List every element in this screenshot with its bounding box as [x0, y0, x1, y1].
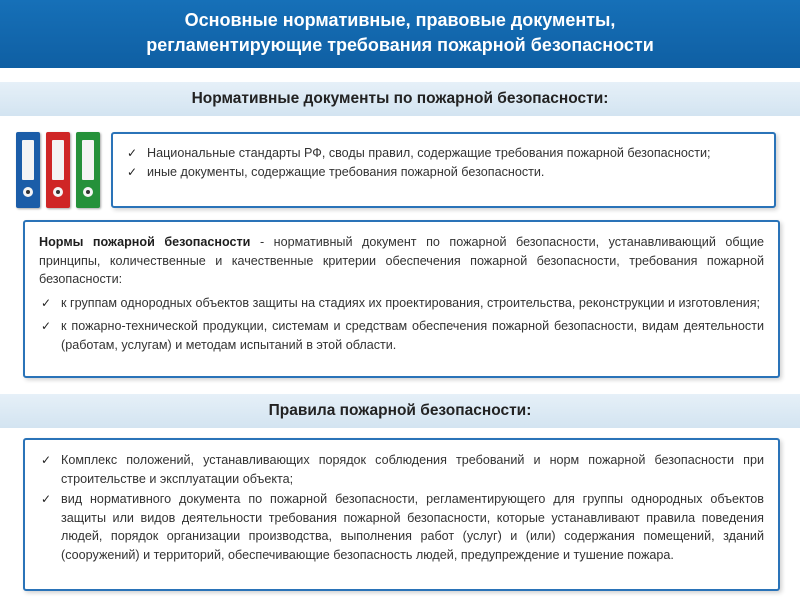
norms-list — [39, 294, 764, 355]
list-item — [39, 294, 764, 313]
list-item-text: к пожарно-технической продукции, системам и средствам обеспечения пожарной безопасности, видам деятельности (работам, услугам) и методам испытаний в этой области. — [61, 319, 764, 352]
list-item — [39, 317, 764, 354]
normative-documents-list — [125, 144, 762, 181]
check-icon: ✓ — [127, 146, 138, 160]
check-icon: ✓ — [127, 164, 138, 179]
list-item-text: вид нормативного документа по пожарной безопасности, регламентирующего для группы однородных объектов защиты или видов деятельности требования пожарной безопасности, которые устанавливают правила поведения людей, порядок организации производства, выполнения работ (услуг) и (или) содержания помещений, зданий (сооружений) и территорий, обеспечивающие безопасность людей, предупреждение и тушение пожара. — [61, 492, 764, 562]
check-icon: ✓ — [41, 492, 52, 506]
page-title-line1: Основные нормативные, правовые документы, — [184, 10, 616, 30]
list-item — [39, 490, 764, 564]
list-item-text: к группам однородных объектов защиты на стадиях их проектирования, строительства, реконструкции и изготовления; — [61, 295, 761, 310]
check-icon: ✓ — [41, 295, 52, 310]
list-item-text: иные документы, содержащие требования пожарной безопасности. — [147, 164, 545, 179]
blue-binder-icon — [16, 132, 40, 208]
green-binder-icon — [76, 132, 100, 208]
page-title-line2: регламентирующие требования пожарной безопасности — [146, 35, 654, 55]
normative-documents-box — [111, 132, 776, 208]
list-item-text: Национальные стандарты РФ, своды правил, содержащие требования пожарной безопасности; — [147, 146, 711, 160]
norms-definition — [39, 233, 764, 289]
section-heading-rules: Правила пожарной безопасности: — [0, 394, 800, 428]
fire-safety-rules-box — [23, 438, 780, 591]
norms-term: Нормы пожарной безопасности — [39, 235, 251, 249]
header-banner — [0, 0, 800, 68]
norms-definition-text: - нормативный документ по пожарной безопасности, устанавливающий общие принципы, количественные и качественные критерии обеспечения пожарной безопасности, требования пожарной безопасности: — [39, 235, 764, 286]
rules-list — [39, 451, 764, 564]
binders-icon — [16, 132, 104, 212]
check-icon: ✓ — [41, 453, 52, 467]
section-heading-normative: Нормативные документы по пожарной безопасности: — [0, 82, 800, 116]
list-item — [125, 163, 762, 182]
check-icon: ✓ — [41, 319, 52, 333]
list-item-text: Комплекс положений, устанавливающих порядок соблюдения требований и норм пожарной безопасности при строительстве и эксплуатации объекта; — [61, 453, 764, 486]
red-binder-icon — [46, 132, 70, 208]
list-item — [39, 451, 764, 488]
list-item — [125, 144, 762, 163]
fire-safety-norms-box — [23, 220, 780, 378]
